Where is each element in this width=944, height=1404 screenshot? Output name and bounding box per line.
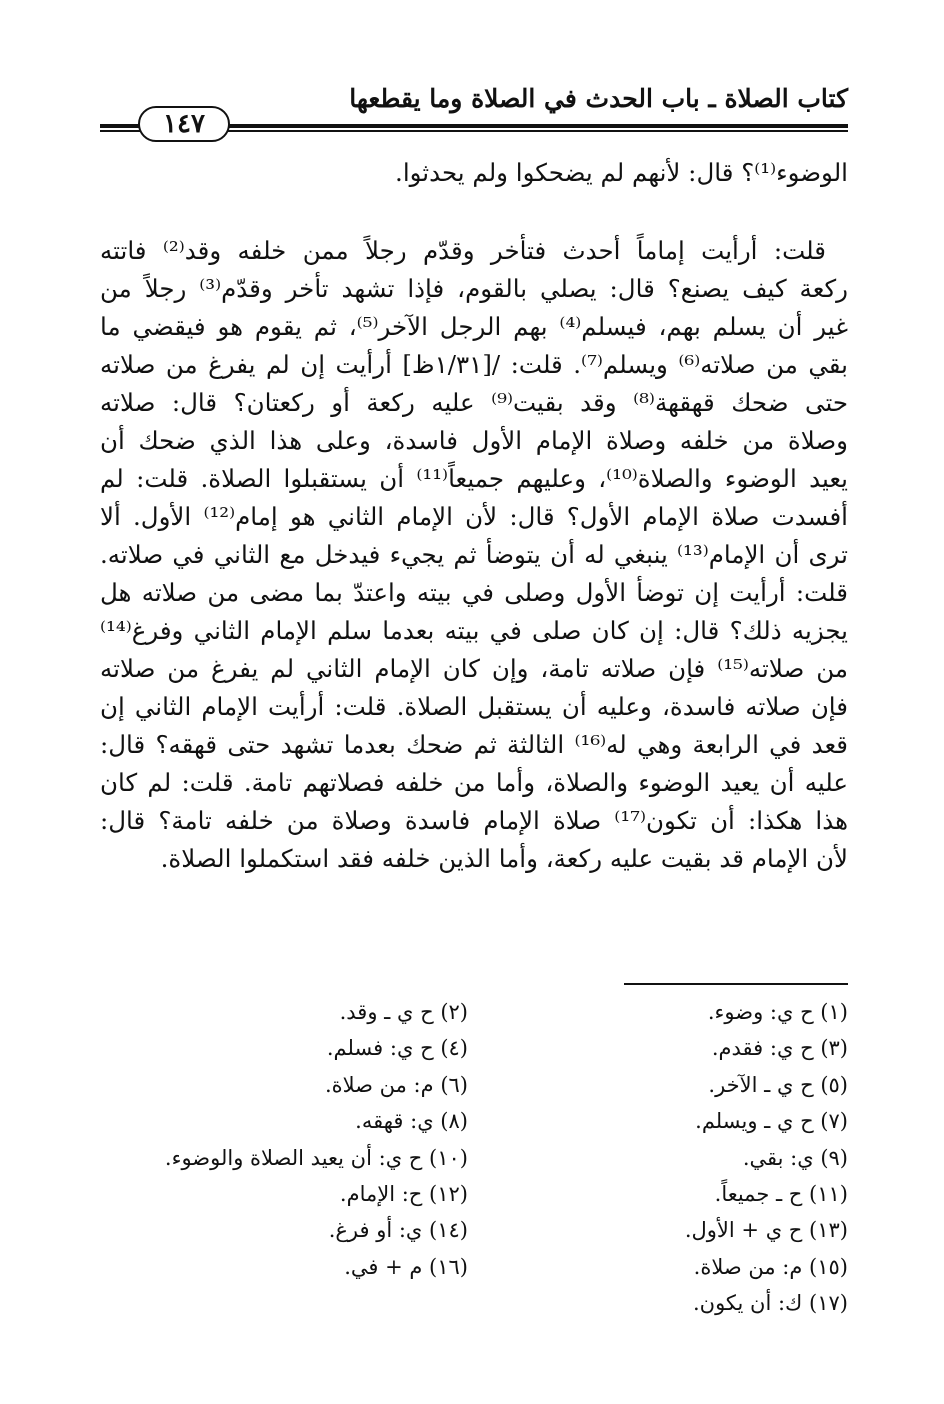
body-line: فإن صلاته فاسدة، وعليه أن يستقبل الصلاة. قلت: أرأيت الإمام الثاني إن [100, 692, 848, 721]
body-line: ركعة كيف يصنع؟ قال: يصلي بالقوم، فإذا تشهد تأخر وقدّم⁽³⁾ رجلاً من [100, 274, 849, 303]
footnote: (٧) ح ي ـ ويسلم. [695, 1109, 848, 1134]
body-line: من صلاته⁽¹⁵⁾ فإن صلاته تامة، وإن كان الإمام الثاني لم يفرغ من صلاته [100, 654, 848, 683]
body-line: يعيد الوضوء والصلاة⁽¹⁰⁾، وعليهم جميعاً⁽¹¹⁾ أن يستقبلوا الصلاة. قلت: لم [100, 464, 848, 493]
body-line: الوضوء⁽¹⁾؟ قال: لأنهم لم يضحكوا ولم يحدثوا. [395, 158, 848, 187]
page-number-badge: ١٤٧ [138, 106, 230, 142]
running-header-title: كتاب الصلاة ـ باب الحدث في الصلاة وما يقطعها [349, 84, 848, 113]
body-line: ترى أن الإمام⁽¹³⁾ ينبغي له أن يتوضأ ثم يجيء فيدخل مع الثاني في صلاته. [100, 540, 848, 569]
body-line: لأن الإمام قد بقيت عليه ركعة، وأما الذين خلفه فقد استكملوا الصلاة. [160, 844, 848, 873]
footnote: (٤) ح ي: فسلم. [326, 1036, 468, 1061]
body-line: حتى ضحك قهقهة⁽⁸⁾ وقد بقيت⁽⁹⁾ عليه ركعة أو ركعتان؟ قال: صلاته [100, 388, 848, 417]
body-line: أفسدت صلاة الإمام الأول؟ قال: لأن الإمام الثاني هو إمام⁽¹²⁾ الأول. ألا [100, 502, 848, 531]
body-line: قلت: أرأيت إماماً أحدث فتأخر وقدّم رجلاً ممن خلفه وقد⁽²⁾ فاتته [100, 236, 826, 265]
body-line: عليه أن يعيد الوضوء والصلاة، وأما من خلفه فصلاتهم تامة. قلت: لم كان [100, 768, 848, 797]
body-line: هذا هكذا: أن تكون⁽¹⁷⁾ صلاة الإمام فاسدة وصلاة من خلفه تامة؟ قال: [100, 806, 848, 835]
footnote: (٩) ي: بقي. [742, 1145, 848, 1170]
footnotes-left-column [108, 998, 468, 1289]
footnote: (١٠) ح ي: أن يعيد الصلاة والوضوء. [164, 1145, 468, 1170]
footnote: (١٦) م + في. [344, 1254, 468, 1279]
body-line: بقي من صلاته⁽⁶⁾ ويسلم⁽⁷⁾. قلت: /[١/٣١ظ] أرأيت إن لم يفرغ من صلاته [100, 350, 848, 379]
footnote: (١٢) ح: الإمام. [339, 1181, 468, 1206]
footnote: (٢) ح ي ـ وقد. [339, 1000, 468, 1024]
footnote: (٨) ي: قهقه. [355, 1109, 468, 1134]
body-line: قلت: أرأيت إن توضأ الأول وصلى في بيته واعتدّ بما مضى من صلاته هل [100, 578, 848, 607]
footnote: (١٧) ك: أن يكون. [692, 1291, 848, 1316]
body-line: غير أن يسلم بهم، فيسلم⁽⁴⁾ بهم الرجل الآخر⁽⁵⁾، ثم يقوم هو فيقضي ما [100, 312, 848, 341]
body-line: قعد في الرابعة وهي له⁽¹⁶⁾ الثالثة ثم ضحك بعدما تشهد حتى قهقه؟ قال: [100, 730, 848, 759]
footnote: (١٤) ي: أو فرغ. [328, 1218, 468, 1243]
footnote: (٥) ح ي ـ الآخر. [708, 1072, 848, 1097]
footnotes-right-column [548, 998, 848, 1326]
footnote: (١٣) ح ي + الأول. [684, 1218, 848, 1243]
footnote-separator [624, 983, 848, 985]
body-line: وصلاة من خلفه وصلاة الإمام الأول فاسدة، وعلى هذا الذي ضحك أن [100, 426, 848, 455]
footnote: (٣) ح ي: فقدم. [711, 1036, 848, 1061]
footnote: (١١) ح ـ جميعاً. [714, 1181, 848, 1206]
footnote: (١٥) م: من صلاة. [693, 1254, 848, 1279]
footnote: (٦) م: من صلاة. [324, 1072, 468, 1097]
body-line: يجزيه ذلك؟ قال: إن كان صلى في بيته بعدما سلم الإمام الثاني وفرغ⁽¹⁴⁾ [100, 616, 848, 645]
footnote: (١) ح ي: وضوء. [707, 1000, 848, 1024]
